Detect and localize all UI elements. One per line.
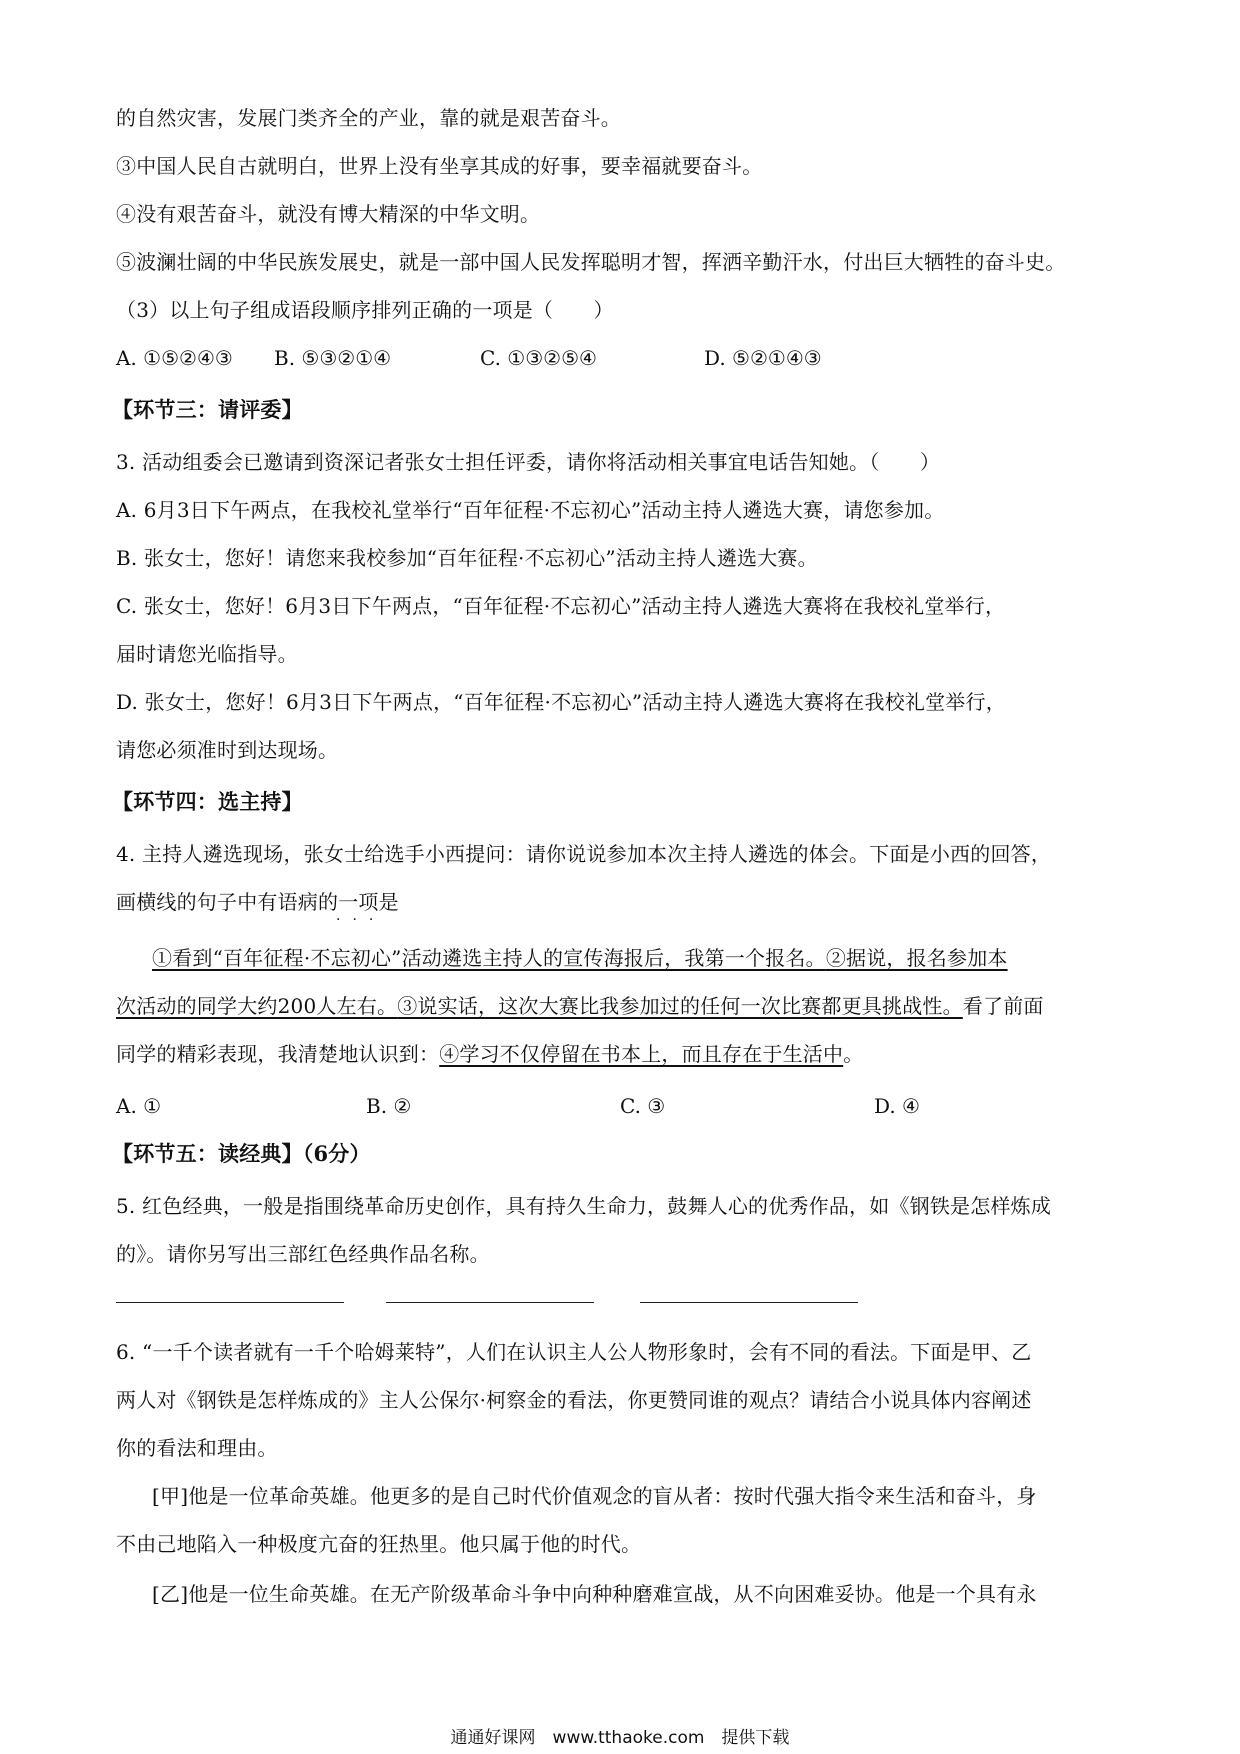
answer-line-3 — [116, 1040, 863, 1068]
underlined-sentence-3: ③说实话，这次大赛比我参加过的任何一次比赛都更具挑战性。 — [397, 994, 963, 1018]
sentence-3: ③中国人民自古就明白，世界上没有坐享其成的好事，要幸福就要奋斗。 — [116, 154, 763, 178]
footer-credit: 通通好课网 www.tthaoke.com 提供下载 — [450, 1728, 790, 1748]
q3-option-b: B. ⑤③②①④ — [274, 346, 392, 370]
q3-choice-d: D. 张女士，您好！6月3日下午两点，“百年征程·不忘初心”活动主持人遴选大赛将在我校礼堂举行， — [116, 690, 1006, 714]
underlined-sentence-1: ①看到“百年征程·不忘初心”活动遴选主持人的宣传海报后，我第一个报名。 — [152, 946, 826, 970]
answer-blank-3[interactable] — [640, 1302, 858, 1303]
question-5-cont: 的》。请你另写出三部红色经典作品名称。 — [116, 1242, 490, 1266]
underlined-sentence-2-cont: 次活动的同学大约200人左右。 — [116, 994, 398, 1018]
underlined-sentence-2: ②据说，报名参加本 — [825, 946, 1008, 970]
q4-option-b: B. ② — [366, 1094, 412, 1118]
q3-choice-b: B. 张女士，您好！请您来我校参加“百年征程·不忘初心”活动主持人遴选大赛。 — [116, 546, 818, 570]
q4-option-a: A. ① — [116, 1094, 162, 1118]
answer-line-2 — [116, 992, 1044, 1020]
text-line: 的自然灾害，发展门类齐全的产业，靠的就是艰苦奋斗。 — [116, 106, 621, 130]
answer-blank-1[interactable] — [116, 1302, 344, 1303]
section-5-heading: 【环节五：读经典】（6分） — [112, 1141, 371, 1166]
underlined-sentence-4: ④学习不仅停留在书本上，而且存在于生活中 — [439, 1042, 844, 1066]
section-3-heading: 【环节三：请评委】 — [112, 397, 303, 422]
q3-choice-d-cont: 请您必须准时到达现场。 — [116, 738, 339, 762]
sentence-5: ⑤波澜壮阔的中华民族发展史，就是一部中国人民发挥聪明才智，挥洒辛勤汗水，付出巨大牺牲的奋斗史。 — [116, 250, 1066, 274]
question-4: 4. 主持人遴选现场，张女士给选手小西提问：请你说说参加本次主持人遴选的体会。下面是小西的回答， — [116, 842, 1052, 866]
question-5: 5. 红色经典，一般是指围绕革命历史创作，具有持久生命力，鼓舞人心的优秀作品，如《钢铁是怎样炼成 — [116, 1194, 1052, 1218]
sentence-4: ④没有艰苦奋斗，就没有博大精深的中华文明。 — [116, 202, 541, 226]
plain-text: 同学的精彩表现，我清楚地认识到： — [116, 1042, 440, 1066]
answer-line-1 — [152, 944, 1008, 972]
question-4-cont: 画横线的句子中有语病的一项是 — [116, 890, 399, 914]
q3-option-c: C. ①③②⑤④ — [480, 346, 597, 370]
q3-choice-a: A. 6月3日下午两点，在我校礼堂举行“百年征程·不忘初心”活动主持人遴选大赛，请您参加。 — [116, 498, 945, 522]
question-6-cont2: 你的看法和理由。 — [116, 1436, 278, 1460]
opinion-jia-cont: 不由己地陷入一种极度亢奋的狂热里。他只属于他的时代。 — [116, 1532, 642, 1556]
question-6-cont: 两人对《钢铁是怎样炼成的》主人公保尔·柯察金的看法，你更赞同谁的观点？请结合小说具体内容阐述 — [116, 1388, 1032, 1412]
section-4-heading: 【环节四：选主持】 — [112, 789, 303, 814]
q4-option-c: C. ③ — [620, 1094, 666, 1118]
question-3: 3. 活动组委会已邀请到资深记者张女士担任评委，请你将活动相关事宜电话告知她。（ ） — [116, 450, 941, 474]
answer-blank-2[interactable] — [386, 1302, 594, 1303]
plain-text: 。 — [843, 1042, 864, 1066]
question-6: 6. “一千个读者就有一千个哈姆莱特”，人们在认识主人公人物形象时，会有不同的看法。下面是甲、乙 — [116, 1340, 1032, 1364]
q3-option-a: A. ①⑤②④③ — [116, 346, 233, 370]
q3-option-d: D. ⑤②①④③ — [704, 346, 822, 370]
emphasis-dots: ··· — [336, 912, 386, 928]
q3-choice-c-cont: 届时请您光临指导。 — [116, 642, 298, 666]
plain-text: 看了前面 — [962, 994, 1044, 1018]
q4-option-d: D. ④ — [874, 1094, 920, 1118]
opinion-yi: [乙]他是一位生命英雄。在无产阶级革命斗争中向种种磨难宣战，从不向困难妥协。他是一个具有永 — [152, 1582, 1037, 1606]
q3-choice-c: C. 张女士，您好！6月3日下午两点，“百年征程·不忘初心”活动主持人遴选大赛将在我校礼堂举行， — [116, 594, 1006, 618]
opinion-jia: [甲]他是一位革命英雄。他更多的是自己时代价值观念的盲从者：按时代强大指令来生活和奋斗，身 — [152, 1484, 1037, 1508]
question-3-ordering: （3）以上句子组成语段顺序排列正确的一项是（ ） — [116, 298, 614, 322]
